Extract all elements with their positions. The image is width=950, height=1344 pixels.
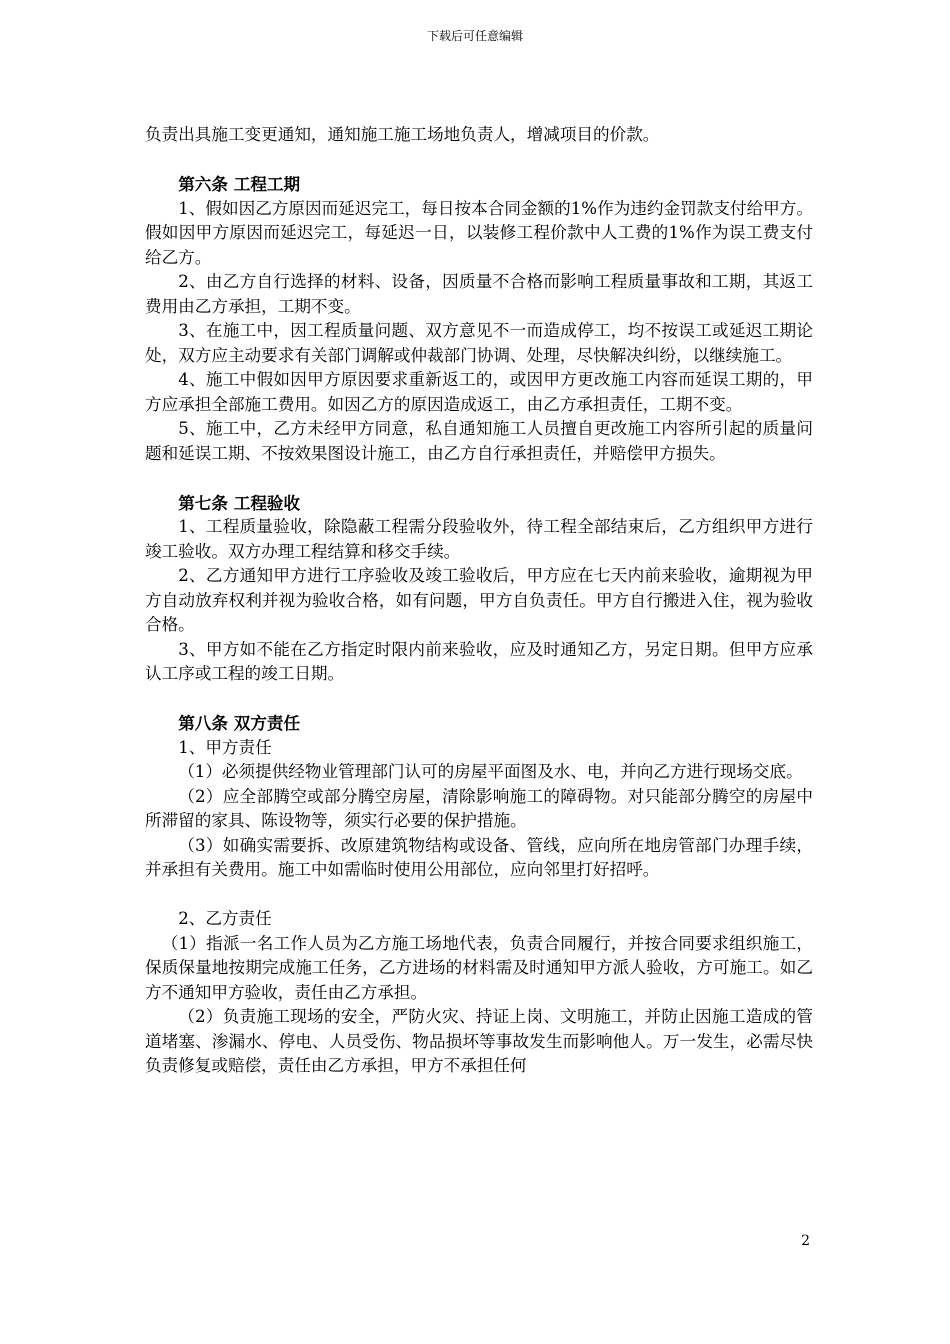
- article-7-item-1: 1、工程质量验收，除隐蔽工程需分段验收外，待工程全部结束后，乙方组织甲方进行竣工验收。双方办理工程结算和移交手续。: [145, 517, 813, 561]
- spacer: [145, 687, 813, 712]
- article-7-title: 第七条 工程验收: [178, 492, 301, 513]
- article-6-title: 第六条 工程工期: [178, 174, 301, 194]
- spacer: [145, 148, 813, 173]
- article-7-item-3: 3、甲方如不能在乙方指定时限内前来验收，应及时通知乙方，另定日期。但甲方应承认工序或工程的竣工日期。: [145, 639, 813, 683]
- party-b-title: 2、乙方责任: [178, 909, 272, 928]
- article-7-item-2: 2、乙方通知甲方进行工序验收及竣工验收后，甲方应在七天内前来验收，逾期视为甲方自动放弃权利并视为验收合格，如有问题，甲方自负责任。甲方自行搬进入住，视为验收合格。: [145, 566, 813, 634]
- article-6-item-4: 4、施工中假如因甲方原因要求重新返工的，或因甲方更改施工内容而延误工期的，甲方应承担全部施工费用。如因乙方的原因造成返工，由乙方承担责任，工期不变。: [145, 370, 813, 414]
- page-header: 下载后可任意编辑: [426, 29, 523, 43]
- continuation-paragraph: 负责出具施工变更通知，通知施工施工场地负责人，增减项目的价款。: [145, 125, 660, 144]
- article-6-item-3: 3、在施工中，因工程质量问题、双方意见不一而造成停工，均不按误工或延迟工期论处，双方应主动要求有关部门调解或仲裁部门协调、处理，尽快解决纠纷，以继续施工。: [145, 321, 813, 365]
- document-body: [145, 123, 813, 1079]
- party-a-item-3: （3）如确实需要拆、改原建筑物结构或设备、管线，应向所在地房管部门办理手续，并承担有关费用。施工中如需临时使用公用部位，应向邻里打好招呼。: [145, 835, 813, 879]
- party-b-item-1: （1）指派一名工作人员为乙方施工场地代表，负责合同履行，并按合同要求组织施工，保质保量地按期完成施工任务，乙方进场的材料需及时通知甲方派人验收，方可施工。如乙方不通知甲方验收，责任由乙方承担。: [145, 933, 813, 1002]
- page-number: 2: [801, 1233, 810, 1249]
- spacer: [145, 883, 813, 908]
- article-6-item-2: 2、由乙方自行选择的材料、设备，因质量不合格而影响工程质量事故和工期，其返工费用由乙方承担，工期不变。: [145, 272, 813, 316]
- article-6-item-5: 5、施工中，乙方未经甲方同意，私自通知施工人员擅自更改施工内容所引起的质量问题和延误工期、不按效果图设计施工，由乙方自行承担责任，并赔偿甲方损失。: [145, 419, 813, 463]
- party-a-item-1: （1）必须提供经物业管理部门认可的房屋平面图及水、电，并向乙方进行现场交底。: [178, 762, 803, 781]
- party-a-title: 1、甲方责任: [178, 737, 272, 757]
- article-6-item-1: 1、假如因乙方原因而延迟完工，每日按本合同金额的1%作为违约金罚款支付给甲方。假如因甲方原因而延迟完工，每延迟一日，以装修工程价款中人工费的1%作为误工费支付给乙方。: [145, 198, 813, 267]
- party-b-item-2: （2）负责施工现场的安全，严防火灾、持证上岗、文明施工，并防止因施工造成的管道堵塞、渗漏水、停电、人员受伤、物品损坏等事故发生而影响他人。万一发生，必需尽快负责修复或赔偿，责任由乙方承担，甲方不承担任何: [145, 1007, 813, 1075]
- spacer: [145, 466, 813, 491]
- party-a-item-2: （2）应全部腾空或部分腾空房屋，清除影响施工的障碍物。对只能部分腾空的房屋中所滞留的家具、陈设物等，须实行必要的保护措施。: [145, 786, 813, 830]
- article-8-title: 第八条 双方责任: [178, 713, 301, 733]
